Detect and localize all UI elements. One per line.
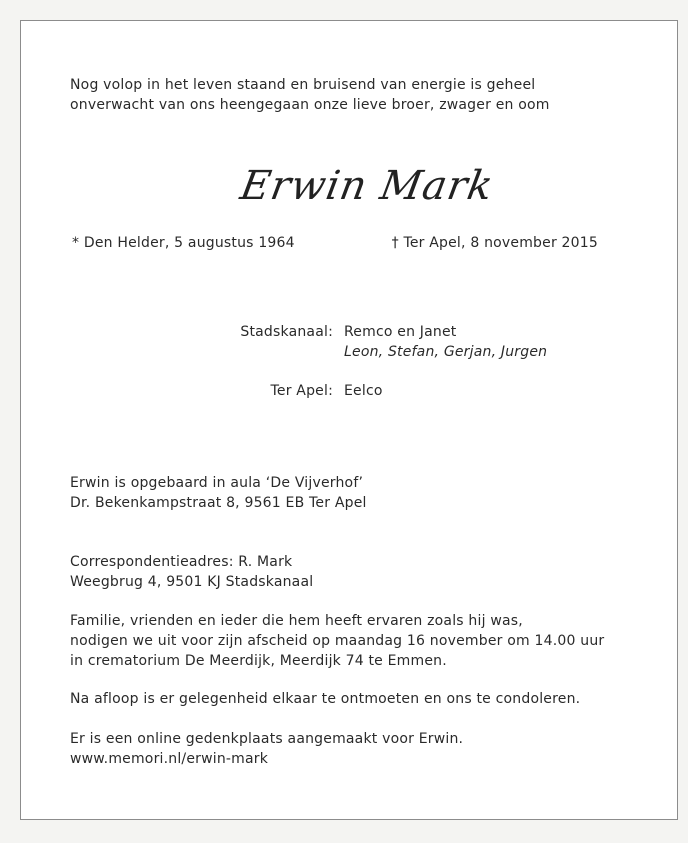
obituary-card [20,20,678,820]
deceased-name: Erwin Mark [236,163,498,209]
laid-out-line-2: Dr. Bekenkampstraat 8, 9561 EB Ter Apel [70,495,367,511]
memorial-link[interactable]: www.memori.nl/erwin-mark [70,751,269,767]
family-place-1: Stadskanaal: [240,324,333,340]
death-details: † Ter Apel, 8 november 2015 [391,235,598,251]
correspondence-line-2: Weegbrug 4, 9501 KJ Stadskanaal [70,574,314,590]
birth-details: * Den Helder, 5 augustus 1964 [72,235,295,251]
farewell-line-1: Familie, vrienden en ieder die hem heeft ervaren zoals hij was, [70,613,523,629]
afterwards-text: Na afloop is er gelegenheid elkaar te ontmoeten en ons te condoleren. [70,691,581,707]
intro-line-1: Nog volop in het leven staand en bruisend van energie is geheel [70,77,536,93]
laid-out-line-1: Erwin is opgebaard in aula ‘De Vijverhof’ [70,475,364,491]
family-names-2: Eelco [344,383,383,399]
intro-line-2: onverwacht van ons heengegaan onze lieve broer, zwager en oom [70,97,550,113]
family-place-2: Ter Apel: [270,383,333,399]
correspondence-line-1: Correspondentieadres: R. Mark [70,554,293,570]
farewell-line-2: nodigen we uit voor zijn afscheid op maandag 16 november om 14.00 uur [70,633,605,649]
farewell-line-3: in crematorium De Meerdijk, Meerdijk 74 te Emmen. [70,653,447,669]
family-children-1: Leon, Stefan, Gerjan, Jurgen [344,344,548,360]
family-names-1: Remco en Janet [344,324,457,340]
online-line-1: Er is een online gedenkplaats aangemaakt voor Erwin. [70,731,464,747]
